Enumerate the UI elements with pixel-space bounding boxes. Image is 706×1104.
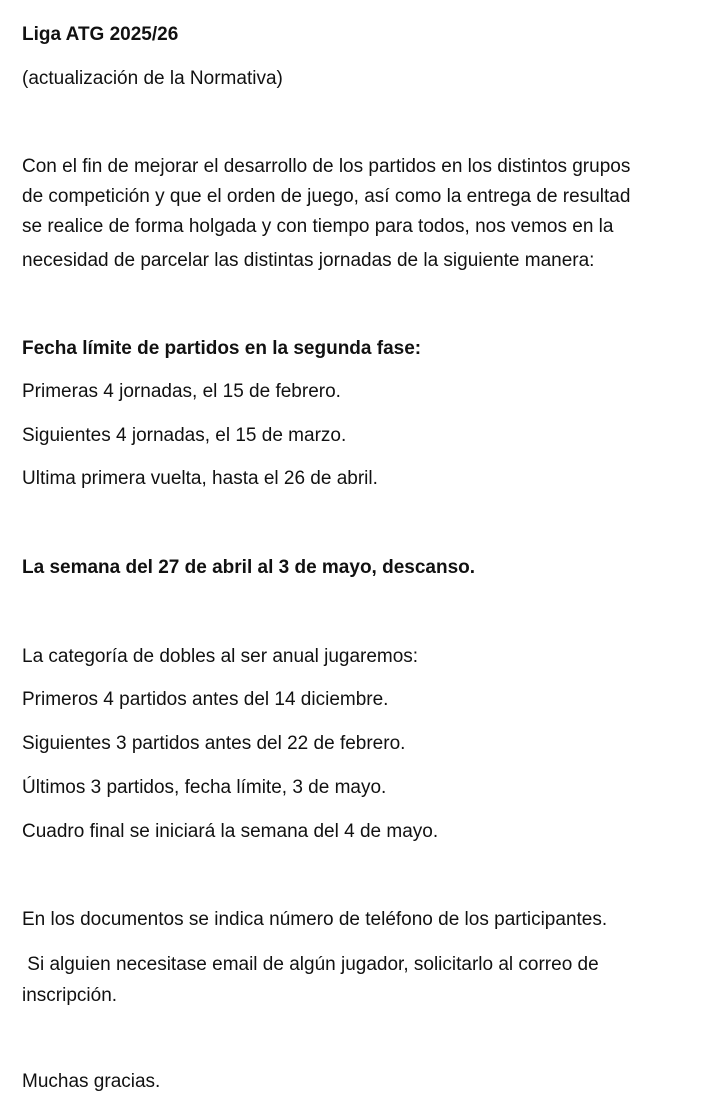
phone-note: En los documentos se indica número de teléfono de los participantes. bbox=[22, 909, 608, 930]
document-subtitle: (actualización de la Normativa) bbox=[22, 68, 283, 89]
rest-week-notice: La semana del 27 de abril al 3 de mayo, descanso. bbox=[22, 557, 476, 578]
deadline-heading: Fecha límite de partidos en la segunda fase: bbox=[22, 338, 422, 359]
doubles-item-3: Últimos 3 partidos, fecha límite, 3 de mayo. bbox=[22, 777, 387, 798]
email-note-line-1: Si alguien necesitase email de algún jugador, solicitarlo al correo de bbox=[22, 954, 599, 975]
doubles-intro: La categoría de dobles al ser anual jugaremos: bbox=[22, 646, 419, 667]
document-title: Liga ATG 2025/26 bbox=[22, 24, 179, 45]
doubles-item-1: Primeros 4 partidos antes del 14 diciembre. bbox=[22, 689, 389, 710]
deadline-item-3: Ultima primera vuelta, hasta el 26 de abril. bbox=[22, 468, 378, 489]
doubles-item-2: Siguientes 3 partidos antes del 22 de febrero. bbox=[22, 733, 406, 754]
closing-text: Muchas gracias. bbox=[22, 1071, 161, 1092]
email-note-line-2: inscripción. bbox=[22, 985, 118, 1006]
doubles-item-4: Cuadro final se iniciará la semana del 4 de mayo. bbox=[22, 821, 439, 842]
deadline-item-2: Siguientes 4 jornadas, el 15 de marzo. bbox=[22, 425, 347, 446]
intro-line-3: se realice de forma holgada y con tiempo para todos, nos vemos en la bbox=[22, 216, 614, 237]
intro-line-2: de competición y que el orden de juego, así como la entrega de resultad bbox=[22, 186, 631, 207]
intro-line-1: Con el fin de mejorar el desarrollo de los partidos en los distintos grupos bbox=[22, 156, 631, 177]
intro-line-4: necesidad de parcelar las distintas jornadas de la siguiente manera: bbox=[22, 250, 595, 271]
deadline-item-1: Primeras 4 jornadas, el 15 de febrero. bbox=[22, 381, 341, 402]
